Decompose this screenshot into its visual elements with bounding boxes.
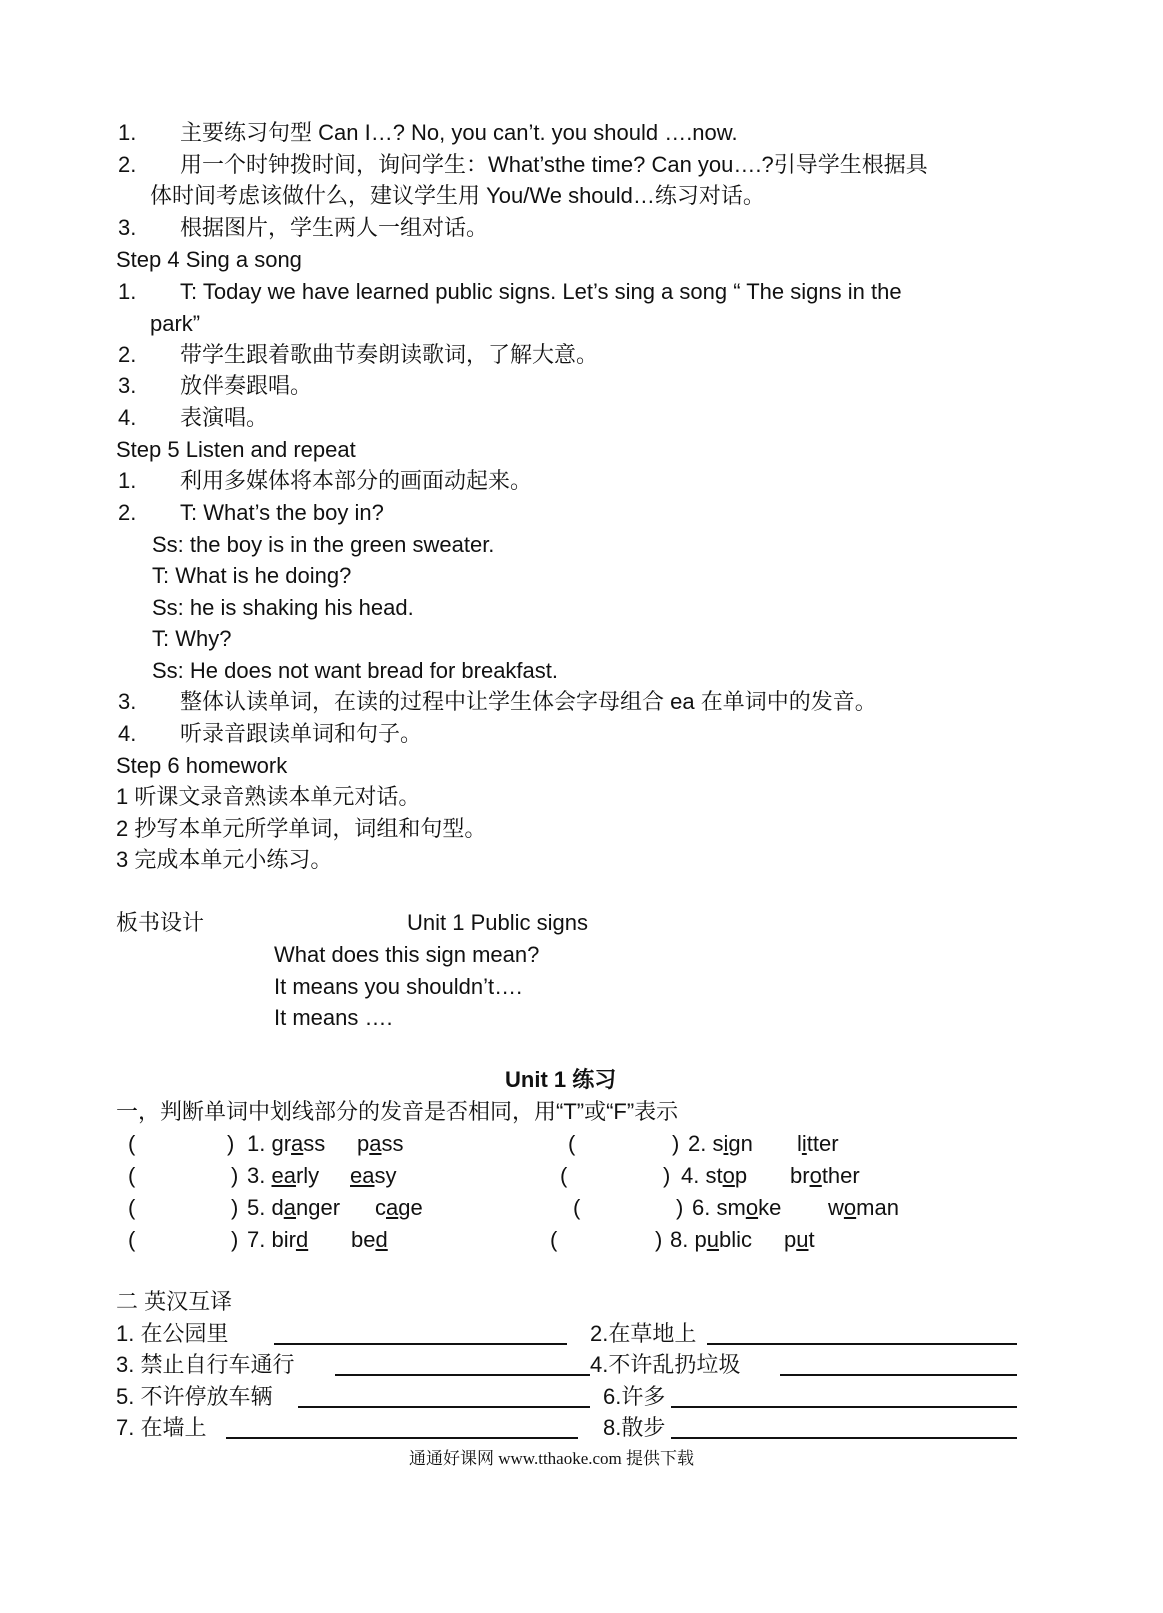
item-text: 根据图片，学生两人一组对话。 xyxy=(180,215,489,240)
translation-item-1 xyxy=(116,1321,229,1347)
paren-open: ( xyxy=(128,1131,136,1156)
question-6 xyxy=(692,1195,781,1221)
step5-heading: Step 5 Listen and repeat xyxy=(116,437,356,462)
question-4 xyxy=(681,1163,747,1189)
word: litter xyxy=(797,1131,839,1156)
step3-item-2-continued: 体时间考虑该做什么，建议学生用 You/We should…练习对话。 xyxy=(150,183,765,208)
board-label: 板书设计 xyxy=(116,910,205,935)
translation-item-2 xyxy=(590,1321,696,1347)
word: easy xyxy=(350,1163,397,1188)
paren-close: ) xyxy=(231,1227,239,1252)
part1-heading: 一，判断单词中划线部分的发音是否相同，用“T”或“F”表示 xyxy=(116,1099,679,1124)
translation-item-4 xyxy=(590,1352,740,1378)
question-number: 5. xyxy=(247,1195,266,1220)
item-number: 1. xyxy=(118,279,137,304)
paren-close: ) xyxy=(663,1163,671,1188)
item-number: 4. xyxy=(118,721,137,746)
item-text: 用一个时钟拨时间，询问学生：What’sthe time? Can you….?引导学生根据具 xyxy=(180,152,928,177)
step4-item-1-continued: park” xyxy=(150,311,201,336)
board-line: It means you shouldn’t…. xyxy=(274,974,523,999)
item-number: 4. xyxy=(590,1352,609,1377)
answer-blank[interactable] xyxy=(780,1374,1017,1376)
question-2 xyxy=(688,1131,753,1157)
word: cage xyxy=(375,1195,423,1220)
paren-close: ) xyxy=(655,1227,663,1252)
item-number: 5. xyxy=(116,1384,135,1409)
page-footer: 通通好课网 www.tthaoke.com 提供下载 xyxy=(409,1449,695,1468)
translation-item-7 xyxy=(116,1415,207,1441)
homework-item: 2 抄写本单元所学单词，词组和句型。 xyxy=(116,816,487,841)
item-number: 2. xyxy=(118,342,137,367)
word: smoke xyxy=(716,1195,782,1220)
paren-open: ( xyxy=(573,1195,581,1220)
paren-close: ) xyxy=(231,1163,239,1188)
word: stop xyxy=(705,1163,748,1188)
item-text: 利用多媒体将本部分的画面动起来。 xyxy=(180,468,533,493)
question-number: 4. xyxy=(681,1163,700,1188)
item-number: 1. xyxy=(118,120,137,145)
word: sign xyxy=(712,1131,753,1156)
item-number: 1. xyxy=(116,1321,135,1346)
word: grass xyxy=(271,1131,326,1156)
item-text: T: What’s the boy in? xyxy=(180,500,384,525)
translation-item-5 xyxy=(116,1384,273,1410)
question-number: 7. xyxy=(247,1227,266,1252)
item-text: 禁止自行车通行 xyxy=(140,1352,295,1377)
item-number: 3. xyxy=(116,1352,135,1377)
dialogue-line: Ss: he is shaking his head. xyxy=(152,595,414,620)
exercise-title: Unit 1 练习 xyxy=(505,1067,617,1092)
answer-blank[interactable] xyxy=(226,1437,578,1439)
answer-blank[interactable] xyxy=(671,1437,1017,1439)
item-text: T: Today we have learned public signs. Let’s sing a song “ The signs in the xyxy=(180,279,902,304)
word: woman xyxy=(828,1195,899,1220)
word: early xyxy=(271,1163,320,1188)
paren-open: ( xyxy=(568,1131,576,1156)
paren-open: ( xyxy=(128,1195,136,1220)
step6-heading: Step 6 homework xyxy=(116,753,288,778)
word: danger xyxy=(271,1195,341,1220)
answer-blank[interactable] xyxy=(298,1406,590,1408)
answer-blank[interactable] xyxy=(707,1343,1017,1345)
item-number: 1. xyxy=(118,468,137,493)
item-number: 3. xyxy=(118,689,137,714)
dialogue-line: Ss: the boy is in the green sweater. xyxy=(152,532,495,557)
answer-blank[interactable] xyxy=(335,1374,590,1376)
dialogue-line: T: Why? xyxy=(152,626,232,651)
item-text: 在墙上 xyxy=(140,1415,207,1440)
item-text: 许多 xyxy=(621,1384,666,1409)
translation-item-6 xyxy=(603,1384,665,1410)
word: put xyxy=(784,1227,815,1252)
board-title: Unit 1 Public signs xyxy=(407,910,588,935)
dialogue-line: T: What is he doing? xyxy=(152,563,352,588)
question-number: 2. xyxy=(688,1131,707,1156)
part2-heading: 二 英汉互译 xyxy=(116,1289,233,1314)
homework-item: 3 完成本单元小练习。 xyxy=(116,847,333,872)
question-number: 6. xyxy=(692,1195,711,1220)
dialogue-line: Ss: He does not want bread for breakfast. xyxy=(152,658,559,683)
word: public xyxy=(694,1227,752,1252)
paren-close: ) xyxy=(672,1131,680,1156)
translation-item-8 xyxy=(603,1415,665,1441)
question-5 xyxy=(247,1195,340,1221)
translation-item-3 xyxy=(116,1352,295,1378)
item-number: 7. xyxy=(116,1415,135,1440)
paren-close: ) xyxy=(231,1195,239,1220)
question-number: 1. xyxy=(247,1131,266,1156)
item-text: 带学生跟着歌曲节奏朗读歌词，了解大意。 xyxy=(180,342,599,367)
paren-open: ( xyxy=(550,1227,558,1252)
item-number: 2. xyxy=(118,500,137,525)
item-text: 不许停放车辆 xyxy=(140,1384,273,1409)
answer-blank[interactable] xyxy=(274,1343,567,1345)
item-number: 2. xyxy=(118,152,137,177)
homework-item: 1 听课文录音熟读本单元对话。 xyxy=(116,784,421,809)
question-number: 3. xyxy=(247,1163,266,1188)
item-text: 在公园里 xyxy=(140,1321,229,1346)
paren-close: ) xyxy=(227,1131,235,1156)
question-7 xyxy=(247,1227,308,1253)
word: bed xyxy=(351,1227,388,1252)
item-number: 3. xyxy=(118,373,137,398)
item-text: 整体认读单词，在读的过程中让学生体会字母组合 ea 在单词中的发音。 xyxy=(180,689,877,714)
word: brother xyxy=(790,1163,860,1188)
step4-heading: Step 4 Sing a song xyxy=(116,247,302,272)
item-text: 表演唱。 xyxy=(180,405,269,430)
board-line: What does this sign mean? xyxy=(274,942,540,967)
question-1 xyxy=(247,1131,325,1157)
item-text: 不许乱扔垃圾 xyxy=(608,1352,741,1377)
item-number: 3. xyxy=(118,215,137,240)
word: pass xyxy=(357,1131,404,1156)
word: bird xyxy=(271,1227,309,1252)
item-text: 在草地上 xyxy=(608,1321,697,1346)
paren-open: ( xyxy=(128,1227,136,1252)
item-number: 2. xyxy=(590,1321,609,1346)
question-8 xyxy=(670,1227,752,1253)
answer-blank[interactable] xyxy=(671,1406,1017,1408)
question-3 xyxy=(247,1163,319,1189)
paren-close: ) xyxy=(676,1195,684,1220)
board-line: It means …. xyxy=(274,1005,393,1030)
item-number: 8. xyxy=(603,1415,622,1440)
paren-open: ( xyxy=(128,1163,136,1188)
item-text: 听录音跟读单词和句子。 xyxy=(180,721,423,746)
item-number: 6. xyxy=(603,1384,622,1409)
paren-open: ( xyxy=(560,1163,568,1188)
item-number: 4. xyxy=(118,405,137,430)
item-text: 放伴奏跟唱。 xyxy=(180,373,313,398)
item-text: 主要练习句型 Can I…? No, you can’t. you should ….now. xyxy=(180,120,738,145)
question-number: 8. xyxy=(670,1227,689,1252)
item-text: 散步 xyxy=(621,1415,666,1440)
